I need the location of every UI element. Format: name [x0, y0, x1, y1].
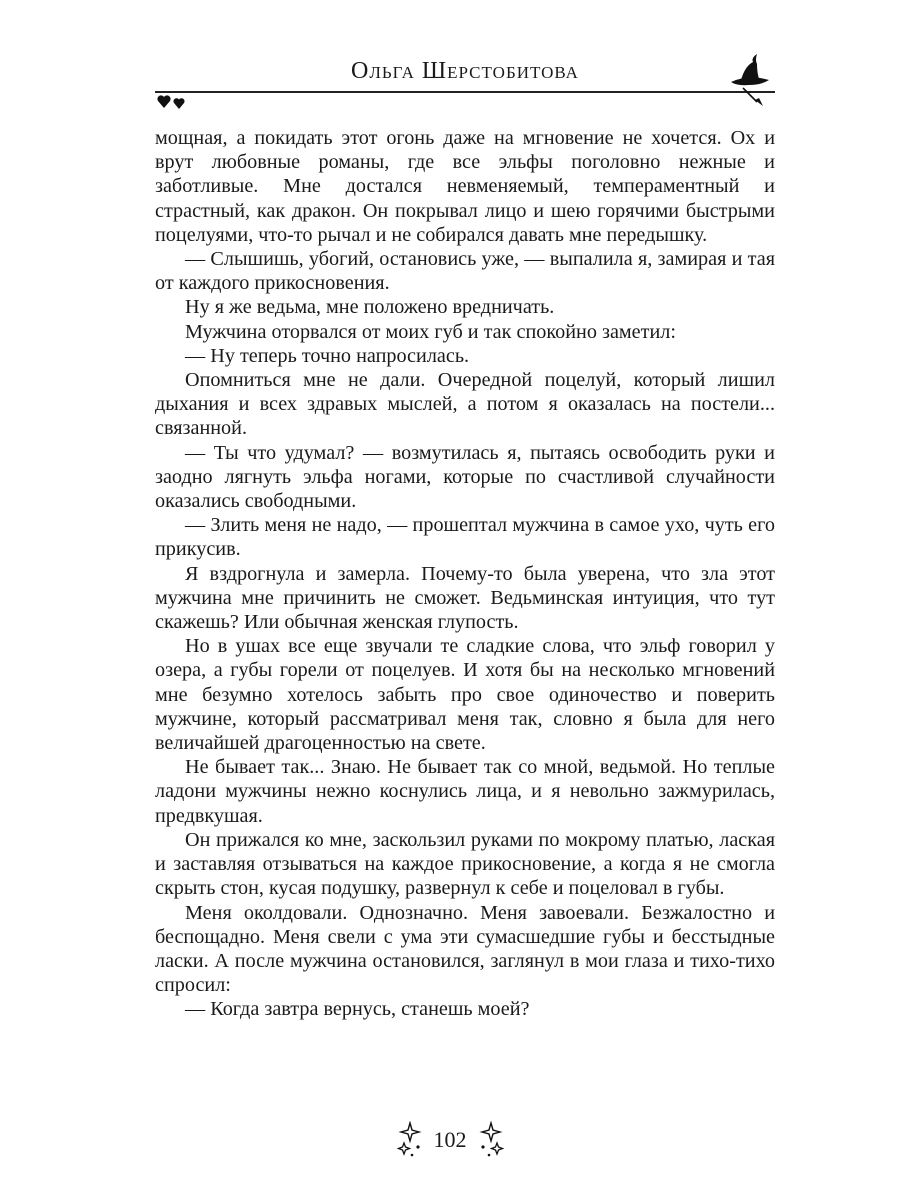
paragraph: Он прижался ко мне, заскользил руками по мокрому платью, лаская и заставляя отзываться на каждое прикосновение, а когда я не смогла скрыть стон, кусая подушку, развернул к себе и поцеловал в губы.	[155, 828, 775, 900]
paragraph: Но в ушах все еще звучали те сладкие слова, что эльф говорил у озера, а губы горели от поцелуев. И хотя бы на несколько мгновений мне безумно хотелось забыть про свое одиночество и поверить мужчине, который рассматривал меня так, словно я была для него величайшей драгоценностью на свете.	[155, 635, 775, 755]
body-text	[155, 126, 775, 1022]
paragraph: — Злить меня не надо, — прошептал мужчина в самое ухо, чуть его прикусив.	[155, 514, 775, 561]
page-number: 102	[433, 1127, 467, 1152]
page-footer	[0, 1120, 900, 1160]
paragraph: Мужчина оторвался от моих губ и так спокойно заметил:	[185, 320, 676, 343]
paragraph: Ну я же ведьма, мне положено вредничать.	[185, 296, 555, 319]
witch-hat-icon	[727, 52, 771, 108]
paragraph: — Ты что удумал? — возмутилась я, пытаясь освободить руки и заодно лягнуть эльфа ногами, которые по счастливой случайности оказались свободными.	[155, 441, 775, 513]
paragraph: Меня околдовали. Однозначно. Меня завоевали. Безжалостно и беспощадно. Меня свели с ума эти сумасшедшие губы и бесстыдные ласки. А после мужчина остановился, заглянул в мои глаза и тихо-тихо спросил:	[155, 901, 775, 997]
paragraph: Я вздрогнула и замерла. Почему-то была уверена, что зла этот мужчина мне причинить не сможет. Ведьминская интуиция, что тут скажешь? Или обычная женская глупость.	[155, 562, 775, 634]
paragraph: Опомниться мне не дали. Очередной поцелуй, который лишил дыхания и всех здравых мыслей, а потом я оказалась на постели... связанной.	[155, 369, 775, 440]
paragraph: — Ну теперь точно напросилась.	[185, 344, 470, 367]
sparkle-icon	[477, 1121, 505, 1159]
author-name: Ольга Шерстобитова	[351, 58, 579, 84]
paragraph: Не бывает так... Знаю. Не бывает так со мной, ведьмой. Но теплые ладони мужчины нежно коснулись лица, и я невольно зажмурилась, предвкушая.	[155, 756, 775, 827]
paragraph: мощная, а покидать этот огонь даже на мгновение не хочется. Ох и врут любовные романы, где все эльфы поголовно нежные и заботливые. Мне достался невменяемый, темпераментный и страстный, как дракон. Он покрывал лицо и шею горячими быстрыми поцелуями, что-то рычал и не собирался давать мне передышку.	[155, 127, 775, 246]
running-header	[155, 40, 775, 112]
sparkle-icon	[396, 1121, 424, 1159]
paragraph: — Слышишь, убогий, остановись уже, — выпалила я, замирая и тая от каждого прикосновения.	[155, 248, 775, 295]
header-rule	[155, 91, 775, 93]
paragraph: — Когда завтра вернусь, станешь моей?	[185, 998, 530, 1021]
hearts-icon	[155, 91, 195, 111]
